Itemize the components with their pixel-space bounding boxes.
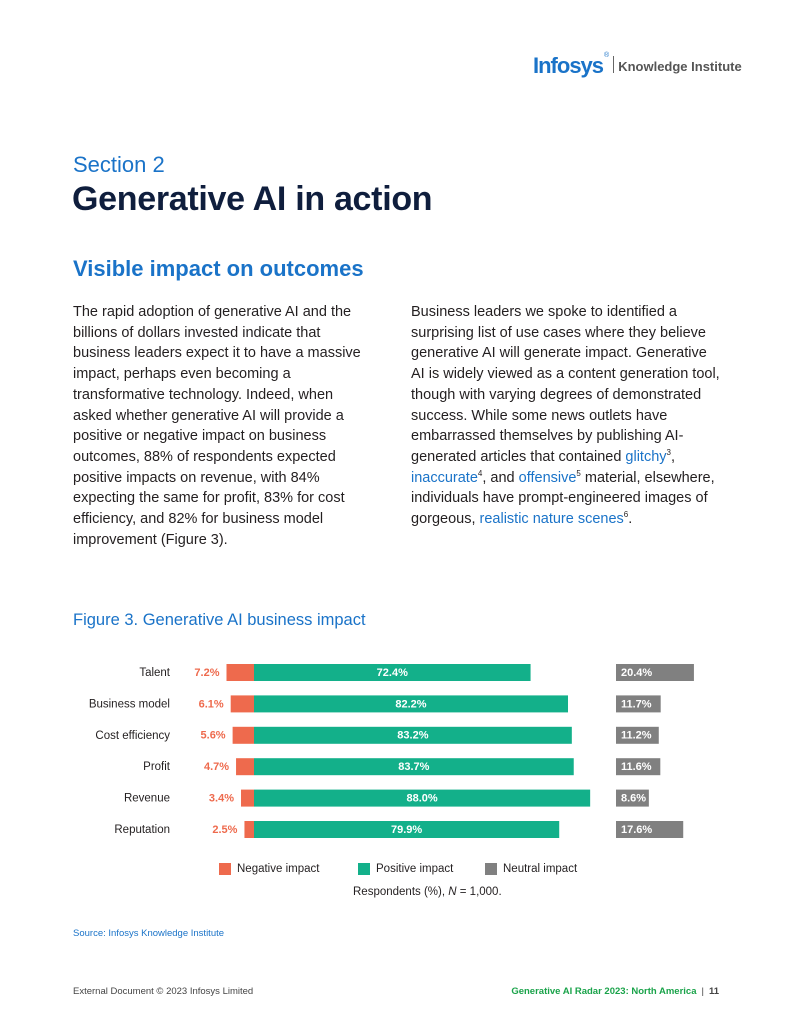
link-glitchy[interactable]: glitchy [625,448,667,465]
source-note: Source: Infosys Knowledge Institute [73,928,225,939]
data-label-negative-talent: 7.2% [194,666,220,679]
footnote-ref-3[interactable]: 3 [666,448,671,458]
data-label-neutral-reputation: 17.6% [621,823,653,836]
bar-negative-business-model [231,695,254,712]
legend-label-negative: Negative impact [237,863,320,875]
data-label-neutral-revenue: 8.6% [621,792,647,805]
data-label-negative-profit: 4.7% [203,761,230,774]
logo-institute-name: Knowledge Institute [618,59,742,74]
body-right-mid: material, elsewhere, individuals have prompt-engineered images of gorgeous, [411,469,715,528]
legend-label-neutral: Neutral impact [503,863,578,875]
data-label-positive-talent: 72.4% [376,666,408,679]
infosys-logo [533,52,742,76]
footnote-ref-6[interactable]: 6 [623,510,629,520]
data-label-neutral-talent: 20.4% [621,666,653,679]
data-label-neutral-cost-efficiency: 11.2% [621,729,652,742]
chart-note-prefix: Respondents (%), [353,886,449,898]
legend-swatch-negative [219,863,231,875]
legend-item-neutral [485,863,577,875]
legend-swatch-neutral [485,863,497,875]
bar-negative-revenue [241,790,254,807]
data-label-neutral-business-model: 11.7% [621,698,652,711]
logo-divider [613,56,614,73]
logo-registered-mark: ® [604,52,610,59]
data-label-negative-cost-efficiency: 5.6% [200,729,226,742]
data-label-neutral-profit: 11.6% [621,761,652,774]
body-right-intro: Business leaders we spoke to identified a surprising list of use cases where they believe generative AI will generate impact. Generative AI is widely viewed as a content generation tool, though with varying degrees of demonstrated success. While some news outlets have embarrassed themselves by publishing AI-generated articles that contained [411,304,720,465]
bar-negative-profit [236,758,254,775]
chart-legend [0,863,791,879]
body-sep-2: , and [482,469,519,486]
page-title: Generative AI in action [72,180,433,218]
section-label: Section 2 [73,152,165,177]
link-realistic-nature-scenes[interactable]: realistic nature scenes [479,511,624,528]
body-left-column: The rapid adoption of generative AI and the billions of dollars invested indicate that business leaders expect it to have a massive impact, perhaps even becoming a transformative technology. Indeed, when asked whether generative AI will provide a positive or negative impact on business outcomes, 88% of respondents expected positive impacts on revenue, with 84% expecting the same for profit, 83% for cost efficiency, and 82% for business model improvement (Figure 3). [73,304,361,548]
footer-report-title: Generative AI Radar 2023: North America [511,986,697,997]
bar-negative-reputation [244,821,254,838]
body-sep-1: , [670,448,676,465]
category-label-revenue: Revenue [123,792,170,805]
category-label-business-model: Business model [88,698,170,711]
data-label-negative-reputation: 2.5% [212,823,238,836]
chart-note [353,886,502,898]
legend-item-positive [358,863,453,875]
chart-note-suffix: = 1,000. [456,886,502,898]
bar-negative-talent [226,664,254,681]
category-label-reputation: Reputation [114,824,170,837]
logo-brand: Infosys [533,53,604,78]
page-number: 11 [708,986,719,997]
body-right-column [411,302,721,530]
legend-item-negative [219,863,319,875]
category-label-cost-efficiency: Cost efficiency [95,729,170,742]
data-label-negative-business-model: 6.1% [198,698,224,711]
bar-negative-cost-efficiency [233,727,254,744]
chart-note-n: N [448,886,457,898]
footer-running-title [511,986,719,997]
data-label-positive-cost-efficiency: 83.2% [397,729,429,742]
data-label-positive-business-model: 82.2% [395,698,427,711]
footer-copyright: External Document © 2023 Infosys Limited [73,986,254,997]
data-label-negative-revenue: 3.4% [208,792,235,805]
link-inaccurate[interactable]: inaccurate [411,469,478,486]
footnote-ref-5[interactable]: 5 [576,468,581,478]
body-right-end: . [628,511,633,528]
link-offensive[interactable]: offensive [518,469,577,486]
data-label-positive-profit: 83.7% [398,761,430,774]
data-label-positive-reputation: 79.9% [391,823,423,836]
figure-title: Figure 3. Generative AI business impact [73,611,366,629]
legend-swatch-positive [358,863,370,875]
section-subtitle: Visible impact on outcomes [73,256,364,281]
footer-separator: | [701,986,704,997]
category-label-profit: Profit [143,761,170,774]
legend-label-positive: Positive impact [376,863,454,875]
business-impact-chart [0,655,791,845]
footnote-ref-4[interactable]: 4 [477,468,483,478]
category-label-talent: Talent [139,667,170,680]
data-label-positive-revenue: 88.0% [406,792,438,805]
